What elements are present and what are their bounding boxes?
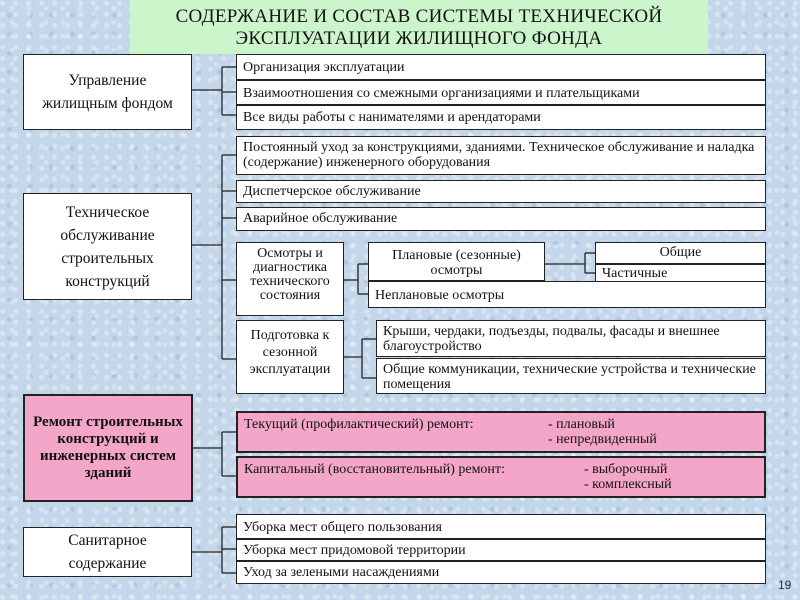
repair-current: [236, 411, 766, 453]
management-item-relations: [236, 80, 766, 105]
management-item-organization: [236, 54, 766, 80]
seasonal-utilities-label: Общие коммуникации, технические устройства и технические помещения: [383, 362, 756, 392]
category-tech: [23, 193, 192, 300]
inspection-general-label: Общие: [659, 245, 702, 260]
seasonal-roofs-label: Крыши, чердаки, подъезды, подвалы, фасады и внешнее благоустройство: [383, 324, 720, 354]
repair-capital-label: Капитальный (восстановительный) ремонт:: [244, 462, 505, 477]
tech-item-dispatch: [236, 180, 766, 203]
management-item-label: Организация эксплуатации: [243, 60, 405, 75]
page-number: 19: [778, 578, 792, 592]
category-management-label: Управление жилищным фондом: [42, 72, 173, 112]
repair-capital-row-2: [244, 477, 758, 493]
sanitary-item-yard: [236, 539, 766, 561]
repair-capital-row-1: [244, 462, 758, 477]
sanitary-item-label: Уборка мест общего пользования: [243, 520, 442, 535]
inspection-partial-label: Частичные: [602, 266, 668, 281]
repair-capital-selective: - выборочный: [584, 462, 668, 477]
management-item-label: Взаимоотношения со смежными организациями и плательщиками: [243, 86, 640, 101]
tech-item-label: Постоянный уход за конструкциями, зданиями. Техническое обслуживание и наладка (содержание) инженерного оборудования: [243, 140, 755, 170]
repair-capital: [236, 456, 766, 498]
repair-current-unforeseen: - непредвиденный: [548, 432, 657, 447]
sanitary-item-label: Уборка мест придомовой территории: [243, 543, 466, 558]
seasonal-roofs: [376, 320, 766, 357]
title-line-1: СОДЕРЖАНИЕ И СОСТАВ СИСТЕМЫ ТЕХНИЧЕСКОЙ: [175, 6, 663, 27]
tech-item-care: [236, 136, 766, 175]
sanitary-item-greenery: [236, 561, 766, 584]
sanitary-item-label: Уход за зелеными насаждениями: [243, 565, 440, 580]
category-management: [23, 54, 192, 130]
tech-item-label: Аварийное обслуживание: [243, 211, 398, 226]
tech-item-emergency: [236, 207, 766, 231]
category-repair: [23, 394, 193, 502]
category-sanitary: [23, 527, 192, 577]
tech-item-label: Осмотры и диагностика технического состояния: [250, 246, 330, 303]
inspection-planned: [368, 242, 545, 281]
tech-item-inspections: [236, 242, 344, 316]
repair-current-row-1: [244, 417, 758, 432]
tech-item-seasonal: [236, 320, 344, 394]
seasonal-utilities: [376, 358, 766, 394]
tech-item-label: Подготовка к сезонной эксплуатации: [249, 328, 331, 377]
repair-current-row-2: [244, 432, 758, 448]
inspection-unplanned: [368, 281, 766, 308]
repair-capital-complex: - комплексный: [584, 477, 672, 492]
category-tech-label: Техническое обслуживание строительных конструкций: [60, 203, 155, 290]
management-item-tenants: [236, 105, 766, 130]
category-sanitary-label: Санитарное содержание: [68, 532, 147, 572]
repair-current-label: Текущий (профилактический) ремонт:: [244, 417, 474, 432]
title-line-2: ЭКСПЛУАТАЦИИ ЖИЛИЩНОГО ФОНДА: [235, 28, 603, 49]
inspection-planned-label: Плановые (сезонные) осмотры: [392, 248, 521, 278]
sanitary-item-common: [236, 514, 766, 539]
repair-current-planned: - плановый: [548, 417, 615, 432]
inspection-unplanned-label: Неплановые осмотры: [375, 288, 505, 303]
management-item-label: Все виды работы с нанимателями и арендаторами: [243, 110, 541, 125]
tech-item-label: Диспетчерское обслуживание: [243, 184, 421, 199]
category-repair-label: Ремонт строительных конструкций и инженерных систем зданий: [33, 414, 183, 481]
inspection-general: [595, 242, 766, 264]
